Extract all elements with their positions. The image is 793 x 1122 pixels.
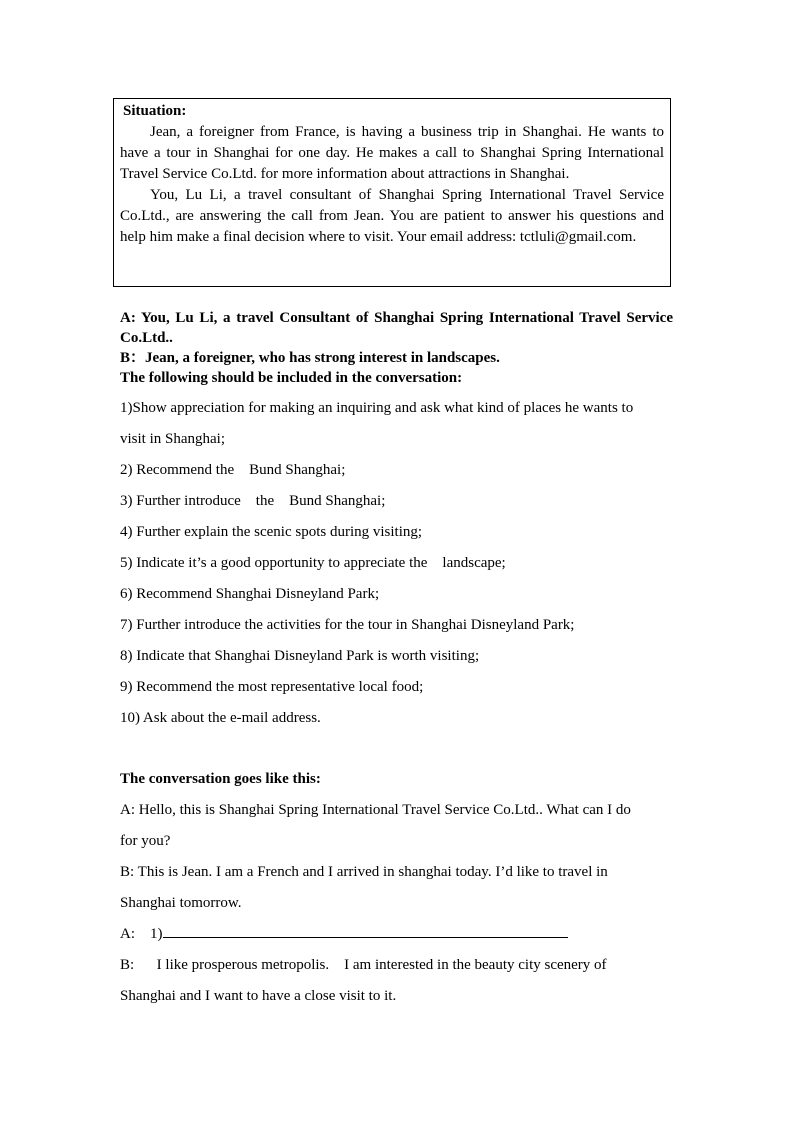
requirement-item: visit in Shanghai; [120, 431, 225, 447]
answer-blank[interactable] [163, 922, 568, 938]
include-heading: The following should be included in the conversation: [120, 370, 463, 386]
situation-box [113, 98, 671, 287]
requirement-item: 5) Indicate it’s a good opportunity to appreciate the landscape; [120, 555, 506, 571]
requirement-item: 9) Recommend the most representative local food; [120, 679, 424, 695]
conversation-heading: The conversation goes like this: [120, 771, 321, 787]
conversation-line: for you? [120, 833, 171, 849]
answer-prefix: A: 1) [120, 926, 163, 942]
requirement-item: 4) Further explain the scenic spots during visiting; [120, 524, 423, 540]
situation-title: Situation: [123, 103, 187, 119]
conversation-body [120, 795, 673, 1012]
requirement-item: 1)Show appreciation for making an inquiring and ask what kind of places he wants to [120, 400, 634, 416]
conversation-line: Shanghai and I want to have a close visit to it. [120, 988, 397, 1004]
requirement-item: 2) Recommend the Bund Shanghai; [120, 462, 346, 478]
conversation-line: B: This is Jean. I am a French and I arrived in shanghai today. I’d like to travel in [120, 864, 608, 880]
conversation-line: Shanghai tomorrow. [120, 895, 242, 911]
conversation-line: A: Hello, this is Shanghai Spring International Travel Service Co.Ltd.. What can I do [120, 802, 631, 818]
role-b: B：Jean, a foreigner, who has strong interest in landscapes. [120, 350, 500, 366]
role-a: A: You, Lu Li, a travel Consultant of Shanghai Spring International Travel Service Co.Ltd.. [120, 310, 673, 346]
answer-line-1 [120, 919, 673, 950]
situation-paragraph-2: You, Lu Li, a travel consultant of Shanghai Spring International Travel Service Co.Ltd., are answering the call from Jean. You are patient to answer his questions and help him make a final decision where to visit. Your email address: tctluli@gmail.com. [120, 187, 664, 245]
roles-section [120, 308, 673, 388]
conversation-line: B: I like prosperous metropolis. I am interested in the beauty city scenery of [120, 957, 607, 973]
requirement-item: 6) Recommend Shanghai Disneyland Park; [120, 586, 380, 602]
requirement-item: 10) Ask about the e-mail address. [120, 710, 321, 726]
requirement-item: 8) Indicate that Shanghai Disneyland Park is worth visiting; [120, 648, 480, 664]
requirement-item: 3) Further introduce the Bund Shanghai; [120, 493, 386, 509]
situation-paragraph-1: Jean, a foreigner from France, is having a business trip in Shanghai. He wants to have a tour in Shanghai for one day. He makes a call to Shanghai Spring International Travel Service Co.Ltd. for more information about attractions in Shanghai. [120, 124, 664, 182]
requirement-item: 7) Further introduce the activities for the tour in Shanghai Disneyland Park; [120, 617, 575, 633]
requirements-list [120, 393, 673, 734]
